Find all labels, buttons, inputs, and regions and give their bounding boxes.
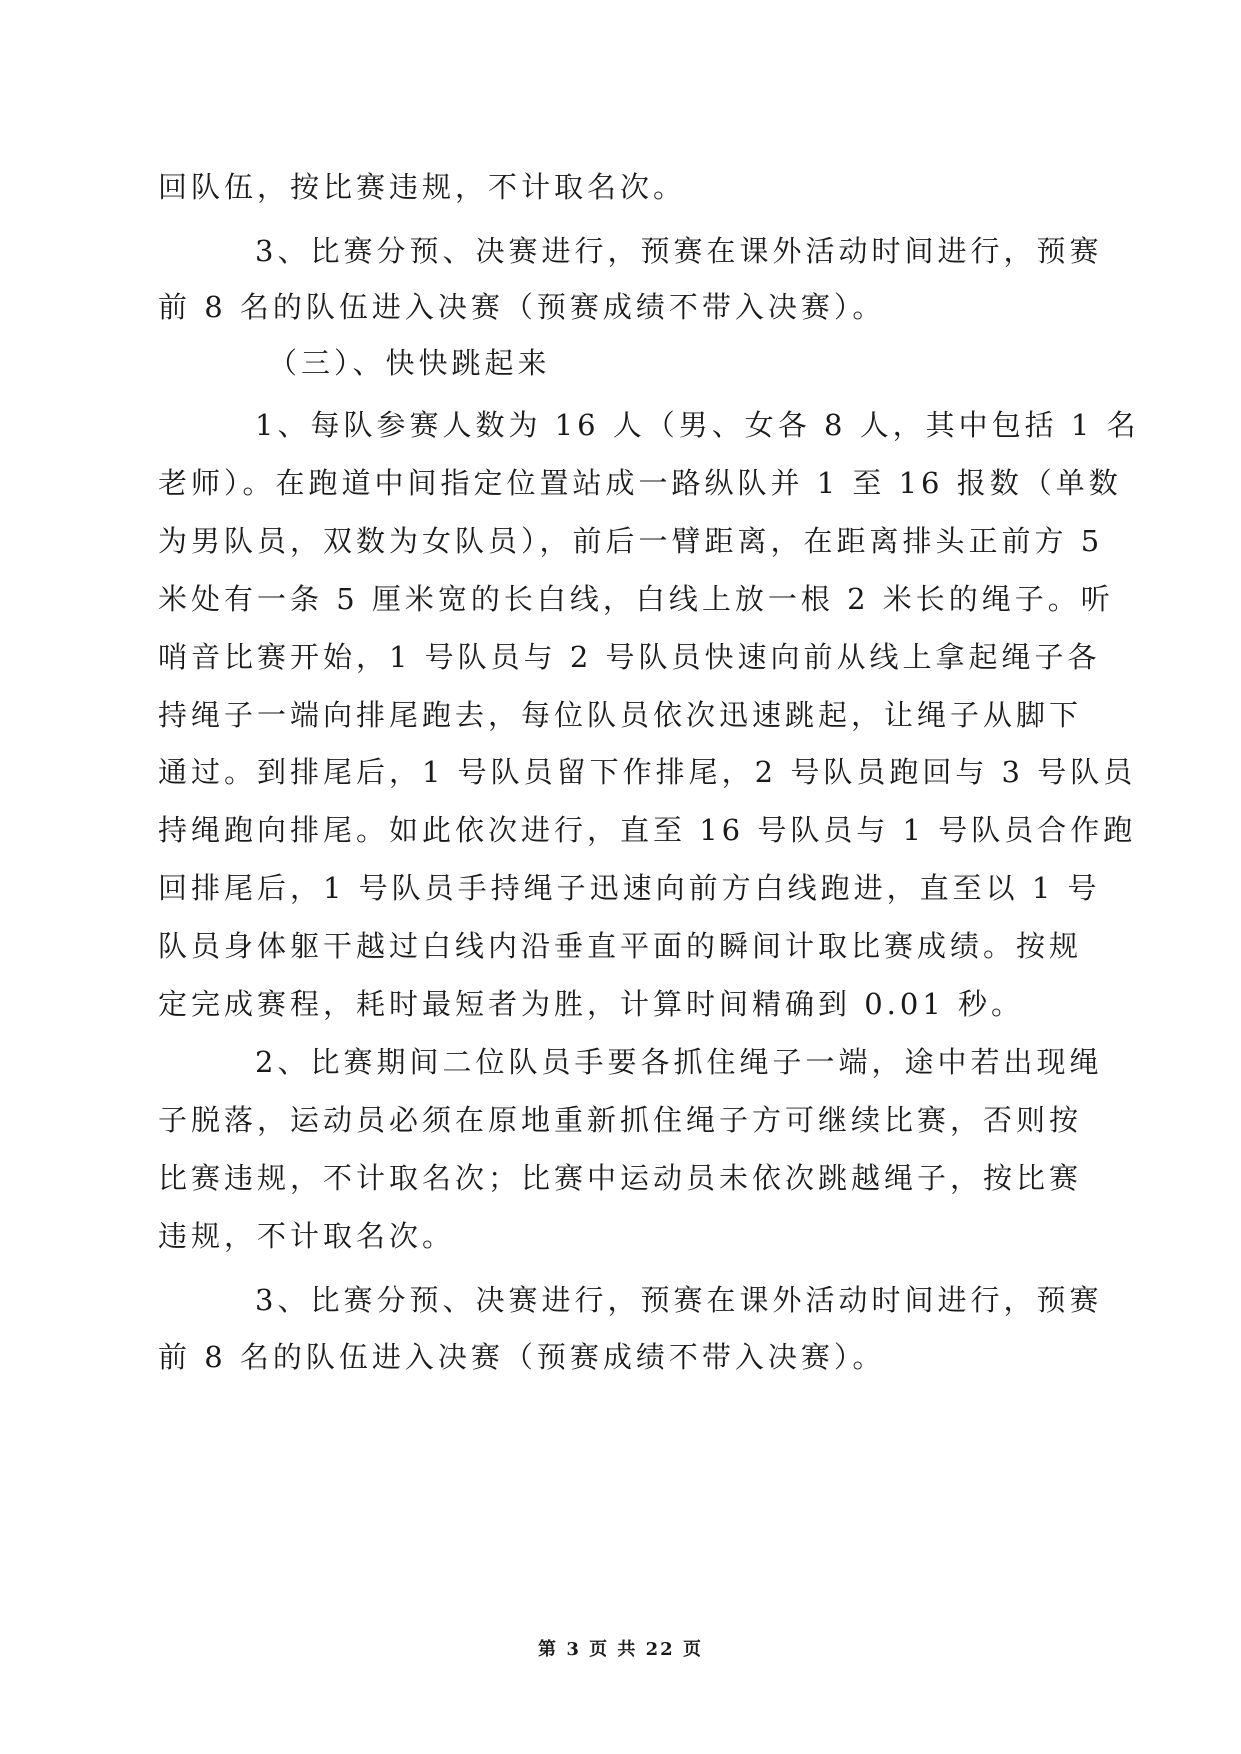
body-line: 老师）。在跑道中间指定位置站成一路纵队并 1 至 16 报数（单数 — [158, 466, 1122, 500]
paragraph-first-line: 2、比赛期间二位队员手要各抓住绳子一端，途中若出现绳 — [255, 1045, 1103, 1079]
body-line: 比赛违规，不计取名次；比赛中运动员未依次跳越绳子，按比赛 — [158, 1161, 1083, 1195]
body-line: 定完成赛程，耗时最短者为胜，计算时间精确到 0.01 秒。 — [158, 987, 1025, 1021]
body-line: 子脱落，运动员必须在原地重新抓住绳子方可继续比赛，否则按 — [158, 1103, 1083, 1137]
body-line: 前 8 名的队伍进入决赛（预赛成绩不带入决赛）。 — [158, 290, 886, 324]
body-line: 为男队员，双数为女队员），前后一臂距离，在距离排头正前方 5 — [158, 524, 1104, 558]
body-line: 米处有一条 5 厘米宽的长白线，白线上放一根 2 米长的绳子。听 — [158, 582, 1114, 616]
body-line: 回排尾后，1 号队员手持绳子迅速向前方白线跑进，直至以 1 号 — [158, 871, 1101, 905]
body-line: 通过。到排尾后，1 号队员留下作排尾，2 号队员跑回与 3 号队员 — [158, 755, 1137, 789]
body-line: 回队伍，按比赛违规，不计取名次。 — [158, 170, 687, 204]
body-line: 持绳跑向排尾。如此依次进行，直至 16 号队员与 1 号队员合作跑 — [158, 813, 1137, 847]
body-line: 违规，不计取名次。 — [158, 1219, 456, 1253]
body-line: 持绳子一端向排尾跑去，每位队员依次迅速跳起，让绳子从脚下 — [158, 698, 1083, 732]
body-line: 哨音比赛开始，1 号队员与 2 号队员快速向前从线上拿起绳子各 — [158, 640, 1101, 674]
body-line: 队员身体躯干越过白线内沿垂直平面的瞬间计取比赛成绩。按规 — [158, 929, 1083, 963]
body-line: 前 8 名的队伍进入决赛（预赛成绩不带入决赛）。 — [158, 1340, 886, 1374]
paragraph-first-line: 3、比赛分预、决赛进行，预赛在课外活动时间进行，预赛 — [255, 1283, 1103, 1317]
paragraph-first-line: 1、每队参赛人数为 16 人（男、女各 8 人，其中包括 1 名 — [255, 408, 1140, 442]
page-number-footer: 第 3 页 共 22 页 — [538, 1639, 703, 1660]
section-heading: （三）、快快跳起来 — [268, 346, 551, 380]
paragraph-first-line: 3、比赛分预、决赛进行，预赛在课外活动时间进行，预赛 — [255, 234, 1103, 268]
